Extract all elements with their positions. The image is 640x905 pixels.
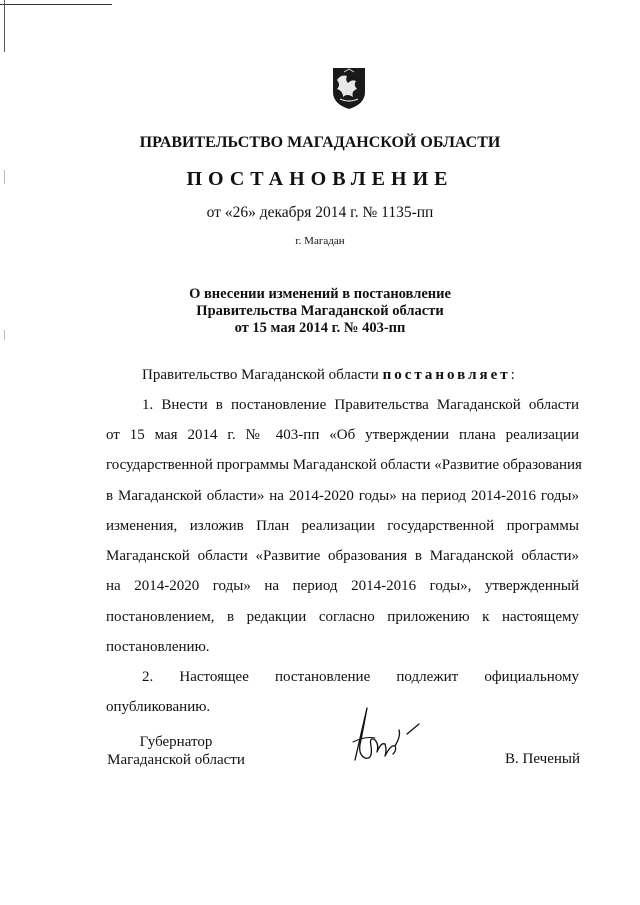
preamble-decree: постановляет — [382, 367, 511, 383]
coat-of-arms-icon — [331, 66, 367, 110]
signatory-role-line: Губернатор — [139, 734, 213, 750]
signatory-role — [106, 733, 246, 769]
signatory-role-line: Магаданской области — [107, 752, 245, 768]
preamble-suffix: : — [510, 367, 515, 383]
item2-line: 2. Настоящее постановление подлежит официальному — [142, 669, 579, 685]
item1-line: изменения, изложив План реализации государственной программы — [106, 518, 579, 534]
item1-line: в Магаданской области» на 2014-2020 годы» на период 2014-2016 годы» — [106, 488, 579, 504]
document-city: г. Магадан — [295, 235, 345, 247]
signatory-name: В. Печеный — [505, 751, 580, 767]
organization-title: ПРАВИТЕЛЬСТВО МАГАДАНСКОЙ ОБЛАСТИ — [139, 134, 501, 151]
item1-line: постановлению. — [106, 639, 210, 655]
scan-edge-left — [4, 0, 5, 52]
document-date-number: от «26» декабря 2014 г. № 1135-пп — [206, 204, 434, 221]
subject-line: О внесении изменений в постановление — [189, 286, 451, 302]
item1-line: 1. Внести в постановление Правительства Магаданской области — [142, 397, 579, 413]
subject-line: Правительства Магаданской области — [196, 303, 444, 319]
item1-line: Магаданской области «Развитие образования в Магаданской области» — [106, 548, 579, 564]
item1-line: от 15 мая 2014 г. № 403-пп «Об утверждении плана реализации — [106, 427, 579, 443]
preamble-prefix: Правительство Магаданской области — [142, 367, 383, 383]
item2-line: опубликованию. — [106, 699, 211, 715]
document-type: ПОСТАНОВЛЕНИЕ — [186, 168, 454, 190]
preamble — [142, 367, 579, 384]
item1-line: государственной программы Магаданской области «Развитие образования — [106, 457, 582, 473]
item1-line: постановлением, в редакции согласно приложению к настоящему — [106, 609, 579, 625]
handwritten-signature — [345, 700, 435, 770]
subject-line: от 15 мая 2014 г. № 403-пп — [234, 320, 406, 336]
item1-line: на 2014-2020 годы» на период 2014-2016 годы», утвержденный — [106, 578, 579, 594]
document-subject — [0, 286, 640, 337]
scan-edge-top — [0, 4, 112, 5]
